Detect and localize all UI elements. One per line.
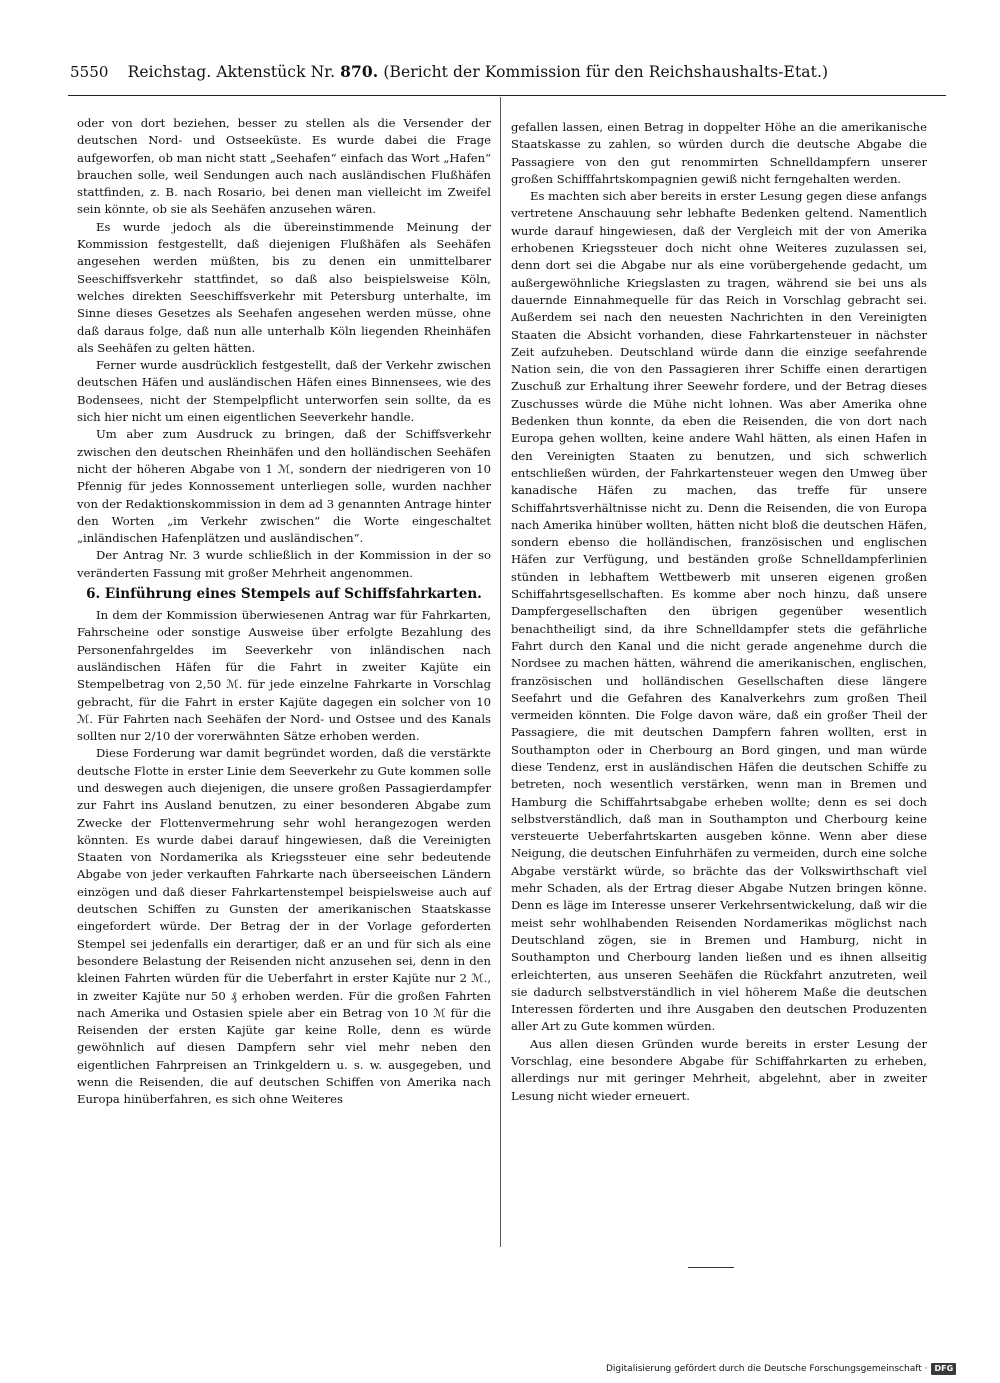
digitization-credit [606, 1361, 996, 1377]
dfg-logo: DFG [931, 1363, 956, 1375]
paragraph: gefallen lassen, einen Betrag in doppelter Höhe an die amerikanische Staatskasse zu zahlen, so würden durch die deutsche Abgabe die Passagiere von den gut renommirten Schnelldampfern unserer großen Schifffahrtskompagnien gewiß nicht ferngehalten werden. [511, 120, 927, 186]
paragraph: Aus allen diesen Gründen wurde bereits in erster Lesung der Vorschlag, eine besondere Abgabe für Schiffahrkarten zu erheben, allerdings nur mit geringer Mehrheit, abgelehnt, aber in zweiter Lesung nicht wieder erneuert. [511, 1036, 927, 1103]
paragraph: Es machten sich aber bereits in erster Lesung gegen diese anfangs vertretene Anschauung sehr lebhafte Bedenken geltend. Namentlich wurde darauf hingewiesen, daß der Vergleich mit der von Amerika erhobenen Kriegssteuer doch nicht ohne Weiteres zuzulassen sei, denn dort sei die Abgabe nur als eine vorübergehende gedacht, um außergewöhnliche Kriegslasten zu tragen, während sie bei uns als dauernde Einnahmequelle für das Reich in Vorschlag gebracht sei. Außerdem sei nach den neuesten Nachrichten in den Vereinigten Staaten die Absicht vorhanden, diese Fahrkartensteuer in nächster Zeit aufzuheben. Deutschland würde dann die einzige seefahrende Nation sein, die von den Passagieren ihrer Schiffe einen derartigen Zuschuß zur Erhaltung ihrer Seewehr fordere, und der Betrag dieses Zuschusses würde die Mühe nicht lohnen. Was aber Amerika ohne Bedenken thun konnte, da eben die Reisenden, die von dort nach Europa gehen wollten, keine andere Wahl hätten, als einen Hafen in den Vereinigten Staaten zu benutzen, und sich schwerlich entschließen würden, der Fahrkartensteuer wegen den Umweg über kanadische Häfen zu machen, das treffe für unsere Schiffahrtsverhältnisse nicht zu. Denn die Reisenden, die von Europa nach Amerika hinüber wollten, hätten nicht bloß die deutschen Häfen, sondern ebenso die holländischen, französischen und englischen Häfen zur Verfügung, und beständen große Schnelldampferlinien stünden in lebhaftem Wettbewerb mit unseren eigenen großen Schiffahrtsgesellschaften. Es komme aber noch hinzu, daß unsere Dampfergesellschaften den übrigen gegenüber wesentlich benachtheiligt sind, da ihre Schnelldampfer stets die gefährliche Fahrt durch den Kanal und die nicht gerade angenehme durch die Nordsee zu machen hätten, während die amerikanischen, englischen, französischen und holländischen Gesellschaften diese längere Seefahrt und die Gefahren des Kanalverkehrs zum großen Theil vermeiden könnten. Die Folge davon wäre, daß ein großer Theil der Passagiere, die mit deutschen Dampfern fahren wollten, erst in Southampton oder in Cherbourg an Bord gingen, und man würde diese Tendenz, erst in ausländischen Häfen die deutschen Schiffe zu betreten, noch wesentlich verstärken, wenn man in Bremen und Hamburg die Schiffahrtsabgabe erheben wollte; denn es sei doch selbstverständlich, daß man in Southampton und Cherbourg keine versteuerte Ueberfahrtskarten ausgeben könne. Wenn aber diese Neigung, die deutschen Einfuhrhäfen zu vermeiden, durch eine solche Abgabe verstärkt würde, so brächte das der Volkswirthschaft viel mehr Schaden, als der Ertrag dieser Abgabe Nutzen bringen könne. Denn es läge im Interesse unserer Verkehrsentwickelung, daß wir die meist sehr wohlhabenden Reisenden Nordamerikas möglichst nach Deutschland zögen, sie in Bremen und Hamburg, nicht in Southampton und Cherbourg landen ließen und es ihnen allseitig erleichterten, aus unseren Seehäfen die Rückfahrt anzutreten, weil sie dadurch selbstverständlich in viel höherem Maße die deutschen Interessen förderten und ihre Ausgaben den deutschen Produzenten aller Art zu Gute kommen würden. [511, 189, 927, 1034]
header-rule [68, 95, 946, 96]
paragraph: Ferner wurde ausdrücklich festgestellt, daß der Verkehr zwischen deutschen Häfen und ausländischen Häfen eines Binnensees, wie des Bodensees, nicht der Stempelpflicht unterworfen sein sollte, da es sich hier nicht um einen eigentlichen Seeverkehr handle. [77, 358, 491, 425]
left-column [77, 115, 491, 1109]
header-title-prefix: Reichstag. Aktenstück Nr. [127, 63, 341, 81]
credit-text: Digitalisierung gefördert durch die Deutsche Forschungsgemeinschaft · [606, 1364, 928, 1374]
header-title-suffix: (Bericht der Kommission für den Reichshaushalts-Etat.) [378, 63, 829, 81]
paragraph: Der Antrag Nr. 3 wurde schließlich in der Kommission in der so veränderten Fassung mit großer Mehrheit angenommen. [77, 548, 491, 580]
paragraph: Diese Forderung war damit begründet worden, daß die verstärkte deutsche Flotte in erster Linie dem Seeverkehr zu Gute kommen solle und deswegen auch diejenigen, die unsere großen Passagierdampfer zur Fahrt ins Ausland benutzen, zu einer besonderen Abgabe zum Zwecke der Flottenvermehrung sehr wohl herangezogen werden könnten. Es wurde dabei darauf hingewiesen, daß die Vereinigten Staaten von Nordamerika als Kriegssteuer eine sehr bedeutende Abgabe von jeder verkauften Fahrkarte nach überseeischen Ländern einzögen und daß dieser Fahrkartenstempel beispielsweise auch auf deutschen Schiffen zu Gunsten der amerikanischen Staatskasse eingefordert würde. Der Betrag der in der Vorlage geforderten Stempel sei jedenfalls ein derartiger, daß er an und für sich als eine besondere Belastung der Reisenden nicht anzusehen sei, denn in den kleinen Fahrten würden für die Ueberfahrt in erster Kajüte nur 2 ℳ., in zweiter Kajüte nur 50 ₰ erhoben werden. Für die großen Fahrten nach Amerika und Ostasien spiele aber ein Betrag von 10 ℳ für die Reisenden der ersten Kajüte gar keine Rolle, denn es würde gewöhnlich auf diesen Dampfern sehr viel mehr neben den eigentlichen Fahrpreisen an Trinkgeldern u. s. w. ausgegeben, und wenn die Reisenden, die auf deutschen Schiffen von Amerika nach Europa hinüberfahren, es sich ohne Weiteres [77, 746, 491, 1107]
page-number: 5550 [70, 63, 109, 81]
paragraph: In dem der Kommission überwiesenen Antrag war für Fahrkarten, Fahrscheine oder sonstige Ausweise über erfolgte Bezahlung des Personenfahrgeldes im Seeverkehr von inländischen nach ausländischen Häfen für die Fahrt in zweiter Kajüte ein Stempelbetrag von 2,50 ℳ. für jede einzelne Fahrkarte in Vorschlag gebracht, für die Fahrt in erster Kajüte dagegen ein solcher von 10 ℳ. Für Fahrten nach Seehäfen der Nord- und Ostsee und des Kanals sollten nur 2/10 der vorerwähnten Sätze erhoben werden. [77, 608, 491, 744]
section-heading: 6. Einführung eines Stempels auf Schiffsfahrkarten. [86, 586, 482, 603]
right-column [511, 119, 927, 1105]
header-document-number: 870. [340, 62, 379, 81]
column-divider [500, 97, 501, 1247]
paragraph: Um aber zum Ausdruck zu bringen, daß der Schiffsverkehr zwischen den deutschen Rheinhäfen und den holländischen Seehäfen nicht der höheren Abgabe von 1 ℳ, sondern der niedrigeren von 10 Pfennig für jedes Konnossement unterliegen solle, wurden nachher von der Redaktionskommission in dem ad 3 genannten Antrage hinter den Worten „im Verkehr zwischen“ die Worte eingeschaltet „inländischen Hafenplätzen und ausländischen“. [77, 427, 491, 546]
section-end-rule [688, 1267, 734, 1268]
paragraph: oder von dort beziehen, besser zu stellen als die Versender der deutschen Nord- und Ostseeküste. Es wurde dabei die Frage aufgeworfen, ob man nicht statt „Seehafen“ einfach das Wort „Hafen“ brauchen solle, weil Sendungen auch nach ausländischen Flußhäfen stattfinden, z. B. nach Rosario, bei denen man vielleicht im Zweifel sein könnte, ob sie als Seehäfen anzusehen wären. [77, 116, 491, 217]
paragraph: Es wurde jedoch als die übereinstimmende Meinung der Kommission festgestellt, daß diejenigen Flußhäfen als Seehäfen angesehen werden müßten, bis zu denen ein unmittelbarer Seeschiffsverkehr stattfindet, so daß also beispielsweise Köln, welches direkten Seeschiffsverkehr mit Petersburg unterhalte, im Sinne dieses Gesetzes als Seehafen angesehen werden müsse, ohne daß daraus folge, daß nun alle unterhalb Köln liegenden Rheinhäfen als Seehäfen zu gelten hätten. [77, 219, 491, 355]
running-header [70, 62, 940, 90]
